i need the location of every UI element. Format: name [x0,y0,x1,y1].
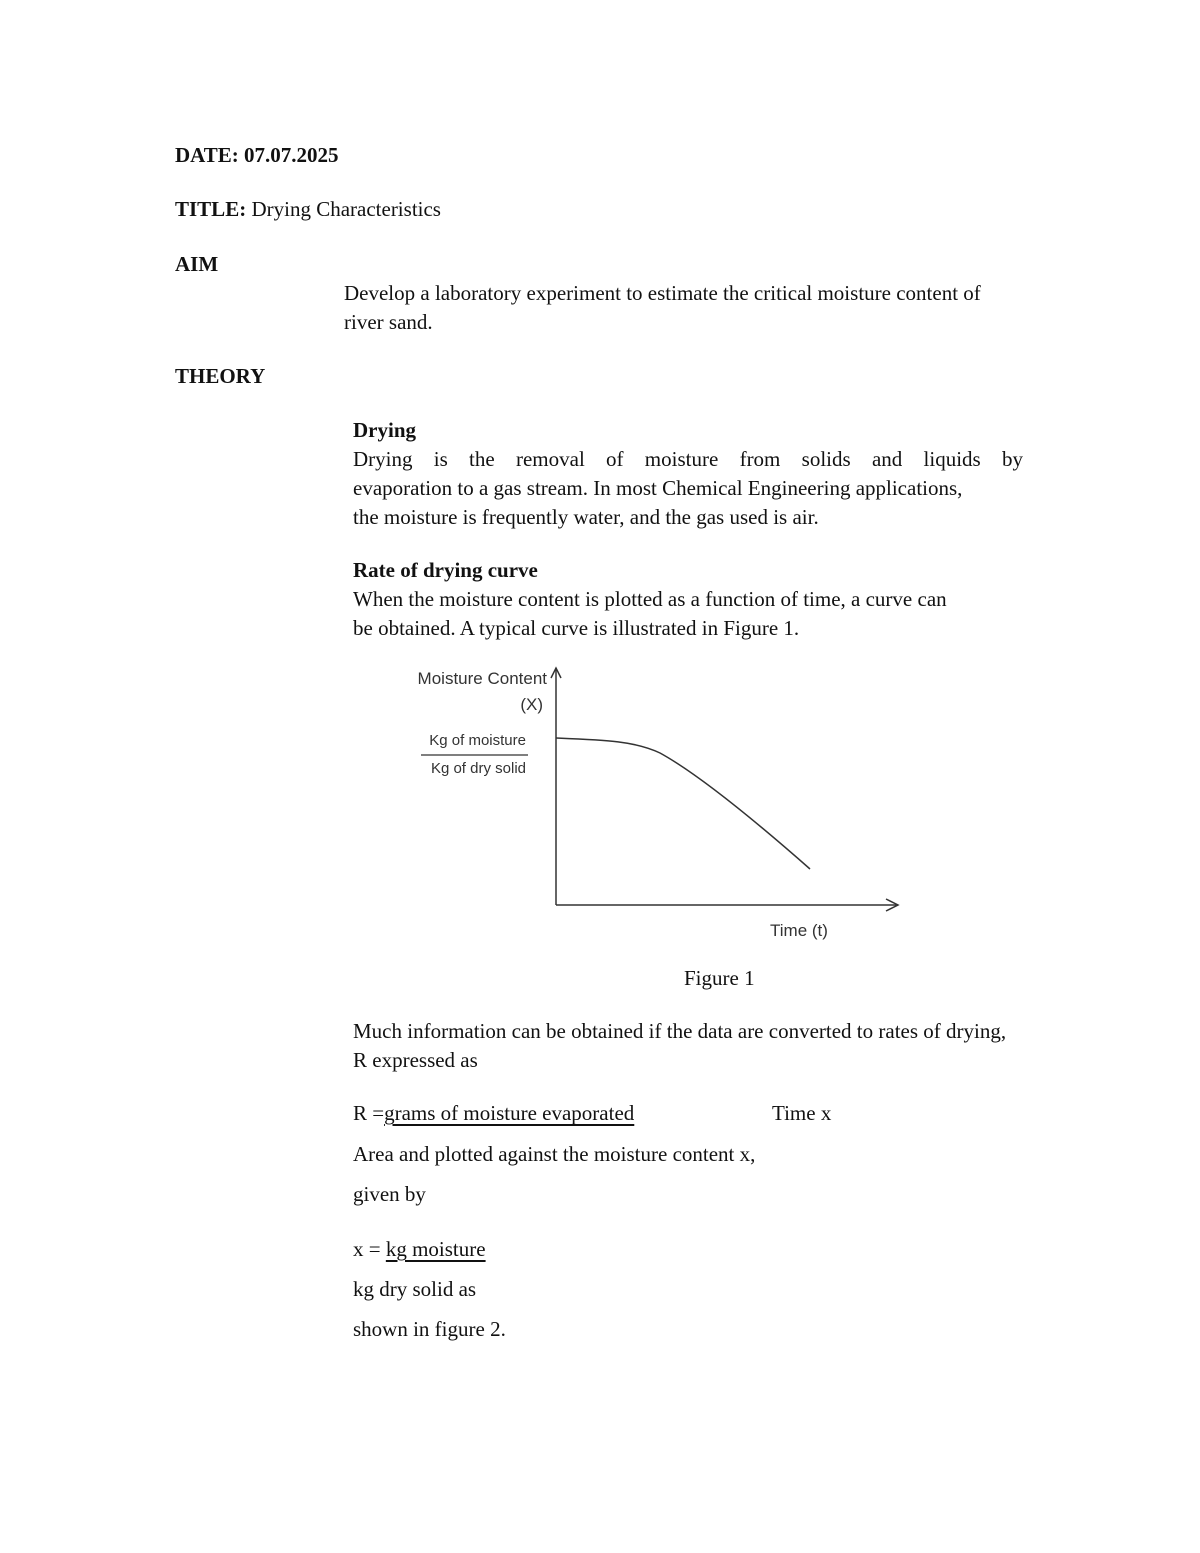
y-unit-denominator: Kg of dry solid [430,760,526,777]
drying-text-line3: the moisture is frequently water, and the gas used is air. [353,505,819,529]
y-axis-label: Moisture Content [417,669,547,688]
shown-in-figure-line: shown in figure 2. [353,1317,506,1341]
title-label: TITLE: [175,197,247,221]
figure-1-caption: Figure 1 [684,966,755,990]
rate-curve-text-line1: When the moisture content is plotted as a function of time, a curve can [353,587,947,611]
drying-text-line1: Drying is the removal of moisture from solids and liquids by [353,447,1023,471]
title-value: Drying Characteristics [251,197,441,221]
drying-text-line2: evaporation to a gas stream. In most Chemical Engineering applications, [353,476,963,500]
date-label: DATE: [175,143,239,167]
aim-text-line2: river sand. [344,310,433,334]
rate-curve-text-line2: be obtained. A typical curve is illustrated in Figure 1. [353,616,800,640]
y-unit-numerator: Kg of moisture [429,732,526,749]
x-equation-line [353,1237,486,1262]
date-value: 07.07.2025 [244,143,339,167]
r-equation-prefix: R = [353,1101,385,1125]
area-line: Area and plotted against the moisture content x, [353,1142,756,1166]
rates-paragraph-line2: R expressed as [353,1048,478,1072]
x-equation-prefix: x = [353,1237,381,1261]
kg-dry-solid-line: kg dry solid as [353,1277,477,1301]
rate-curve-heading: Rate of drying curve [353,558,538,582]
y-axis-label-symbol: (X) [520,695,543,714]
x-axis-label: Time (t) [770,921,828,940]
theory-heading: THEORY [175,364,266,388]
r-equation-time: Time x [772,1101,832,1125]
aim-heading: AIM [175,252,219,276]
drying-curve [556,738,810,869]
x-equation-numerator: kg moisture [385,1237,486,1261]
given-by-line: given by [353,1182,426,1206]
r-equation-numerator: grams of moisture evaporated [384,1101,635,1125]
drying-heading: Drying [353,418,416,442]
rates-paragraph-line1: Much information can be obtained if the data are converted to rates of drying, [353,1019,1007,1043]
aim-text-line1: Develop a laboratory experiment to estimate the critical moisture content of [344,281,981,305]
r-equation-line [353,1101,640,1126]
